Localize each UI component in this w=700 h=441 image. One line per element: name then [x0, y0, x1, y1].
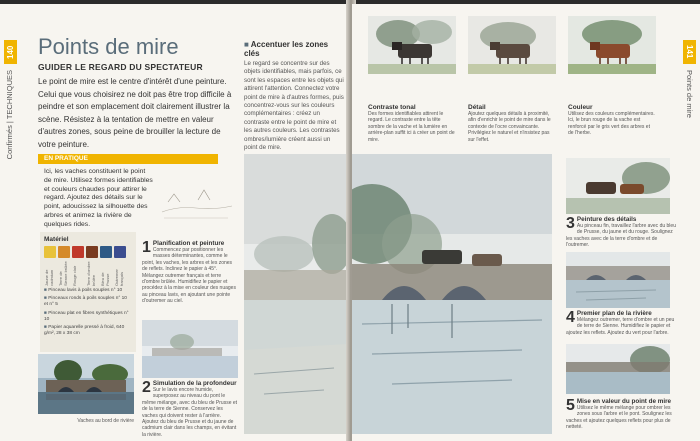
- color-swatch: [86, 246, 98, 258]
- step-heading: Peinture des détails: [576, 216, 637, 223]
- step-2-image: [142, 320, 238, 378]
- swatch-label: Terre d'ombre brûlée: [86, 261, 96, 286]
- photo-caption: Vaches au bord de rivière: [77, 418, 134, 424]
- step-1: [142, 240, 238, 305]
- step-4: [566, 310, 676, 336]
- step-number: 2: [142, 379, 151, 396]
- step-heading: Premier plan de la rivière: [576, 310, 652, 317]
- materials-item: ■ Pinceau lavis à poils souples n° 10: [44, 288, 132, 294]
- color-swatch: [100, 246, 112, 258]
- step-body: Sur le lavis encore humide, superposez au niveau du pont le même mélange, avec du bleu de Prusse et de la terre de Sienne. Conservez les vaches qui doivent rester à l'arrière. Ajoutez du bleu de Prusse et du jaune de cadmium clair dans les champs, en évitant la rivière.: [142, 387, 238, 438]
- cow-image-1: [368, 16, 456, 74]
- step-body: Mélangez outremer, terre d'ombre et un peu de terre de Sienne. Humidifiez le papier et ajoutez les reflets. Ajoutez du vert pour l'arbre.: [566, 317, 675, 336]
- cow-image-2: [468, 16, 556, 74]
- caption-heading: Contraste tonal: [368, 104, 416, 111]
- caption-color: [568, 104, 656, 137]
- swatch-label: Terre de Sienne brûlée: [58, 261, 68, 286]
- step-number: 4: [566, 309, 575, 326]
- left-page: [0, 4, 350, 441]
- color-swatch: [44, 246, 56, 258]
- page-number-right: 141: [683, 40, 696, 64]
- color-swatch: [114, 246, 126, 258]
- materials-item: ■ Papier aquarelle pressé à froid, 640 g/m², 28 x 38 cm: [44, 325, 132, 337]
- step-5-image: [566, 344, 670, 394]
- caption-body: Ajoutez quelques détails à proximité, afin d'enrichir le point de mire dans le contexte de l'ocre convaincante. Privilégiez le naturel et n'insistez pas sur l'effet.: [468, 111, 551, 143]
- key-zones-box: [244, 40, 344, 152]
- main-painting-right: [352, 154, 552, 434]
- caption-body: Des formes identifiables attirent le regard. Le contraste entre la tête sombre de la vache et la lumière en arrière-plan suffit ici à créer un point de mire.: [368, 111, 455, 143]
- color-swatch: [58, 246, 70, 258]
- color-swatch: [72, 246, 84, 258]
- swatch-labels: [44, 260, 132, 286]
- right-page: [352, 4, 700, 441]
- intro-paragraph: Le point de mire est le centre d'intérêt d'une peinture. Celui que vous choisirez ne doit pas être trop difficile à peindre et son emplacement doit clairement illustrer la scène. Résistez à la tentation de mettre en valeur d'autres zones, sous peine de brouiller la lecture de votre peinture.: [38, 77, 232, 149]
- color-swatches: [44, 246, 132, 258]
- step-heading: Mise en valeur du point de mire: [576, 398, 672, 405]
- key-zones-body: Le regard se concentre sur des objets identifiables, mais parfois, ce sont les espaces entre les objets qui attirent l'attention. Connectez votre point de mire à d'autres formes, puis concentrez-vous sur les couleurs complémentaires : créez un contraste entre le point de mire et les autres couleurs. Les contrastes ombres/lumière créent aussi un point de mire.: [244, 60, 344, 152]
- practice-bar: EN PRATIQUE: [38, 154, 218, 164]
- step-3-image: [566, 158, 670, 214]
- swatch-label: Jaune de cadmium: [44, 269, 54, 286]
- caption-detail: [468, 104, 556, 143]
- swatch-label: Rouge clair: [72, 265, 77, 286]
- step-2: [142, 380, 238, 438]
- step-body: Commencez par positionner les masses déterminantes, comme le point, les vaches, les arbres et les zones de reflets. Inclinez le papier à 45°. Mélangez outremer français et terre d'ombre brûlée. Humidifiez le papier et procédez à la mise en couleur des nuages au pinceau lavis, en ajoutant une pointe d'outremer au ciel.: [142, 247, 236, 305]
- running-header-left: Confirmés | TECHNIQUES: [5, 70, 14, 160]
- main-painting-left: [244, 154, 348, 434]
- materials-item: ■ Pinceaux ronds à poils souples n° 10 et n° 5: [44, 296, 132, 308]
- materials-item: ■ Pinceau plat en fibres synthétiques n° 10: [44, 311, 132, 323]
- caption-heading: Détail: [468, 104, 486, 111]
- step-body: Utilisez le même mélange pour ombrer les zones sous l'arbre et le pont. Soulignez les vaches et ajoutez quelques reflets pour plus de netteté.: [566, 405, 672, 431]
- left-sidebar: [0, 4, 20, 441]
- right-sidebar: [680, 4, 700, 441]
- step-number: 3: [566, 215, 575, 232]
- practice-text: Ici, les vaches constituent le point de mire. Utilisez formes identifiables et couleurs chaudes pour attirer le regard. Ajoutez des détails sur le point, adoucissez la silhouette des arbres et animez la rivière de quelques rides.: [44, 168, 153, 228]
- caption-tonal: [368, 104, 456, 143]
- step-heading: Planification et peinture: [152, 240, 225, 247]
- page-subtitle: GUIDER LE REGARD DU SPECTATEUR: [38, 62, 203, 72]
- page-number-left: 140: [4, 40, 17, 64]
- reference-photo: [38, 354, 134, 414]
- caption-body: Utilisez des couleurs complémentaires. Ici, le brun rouge de la vache est renforcé par le gris vert des arbres et de l'herbe.: [568, 111, 655, 137]
- cow-image-3: [568, 16, 656, 74]
- step-3: [566, 216, 676, 249]
- key-zones-heading: ■ Accentuer les zones clés: [244, 40, 344, 58]
- materials-list: [44, 288, 132, 337]
- page-title: Points de mire: [38, 34, 179, 59]
- step-4-image: [566, 252, 670, 308]
- step-number: 1: [142, 239, 151, 256]
- sketch-illustration: [158, 172, 234, 230]
- step-number: 5: [566, 397, 575, 414]
- swatch-label: Outremer français: [114, 269, 124, 286]
- step-body: Au pinceau fin, travaillez l'arbre avec du bleu de Prusse, du jaune et du rouge. Soulignez les vaches avec de la terre d'ombre et de l'outremer.: [566, 223, 676, 249]
- caption-heading: Couleur: [568, 104, 593, 111]
- materials-heading: Matériel: [44, 236, 69, 243]
- step-5: [566, 398, 676, 431]
- materials-box: [40, 232, 136, 352]
- swatch-label: Bleu de Prusse: [100, 272, 110, 286]
- step-heading: Simulation de la profondeur: [152, 380, 237, 387]
- running-header-right: Points de mire: [685, 70, 694, 118]
